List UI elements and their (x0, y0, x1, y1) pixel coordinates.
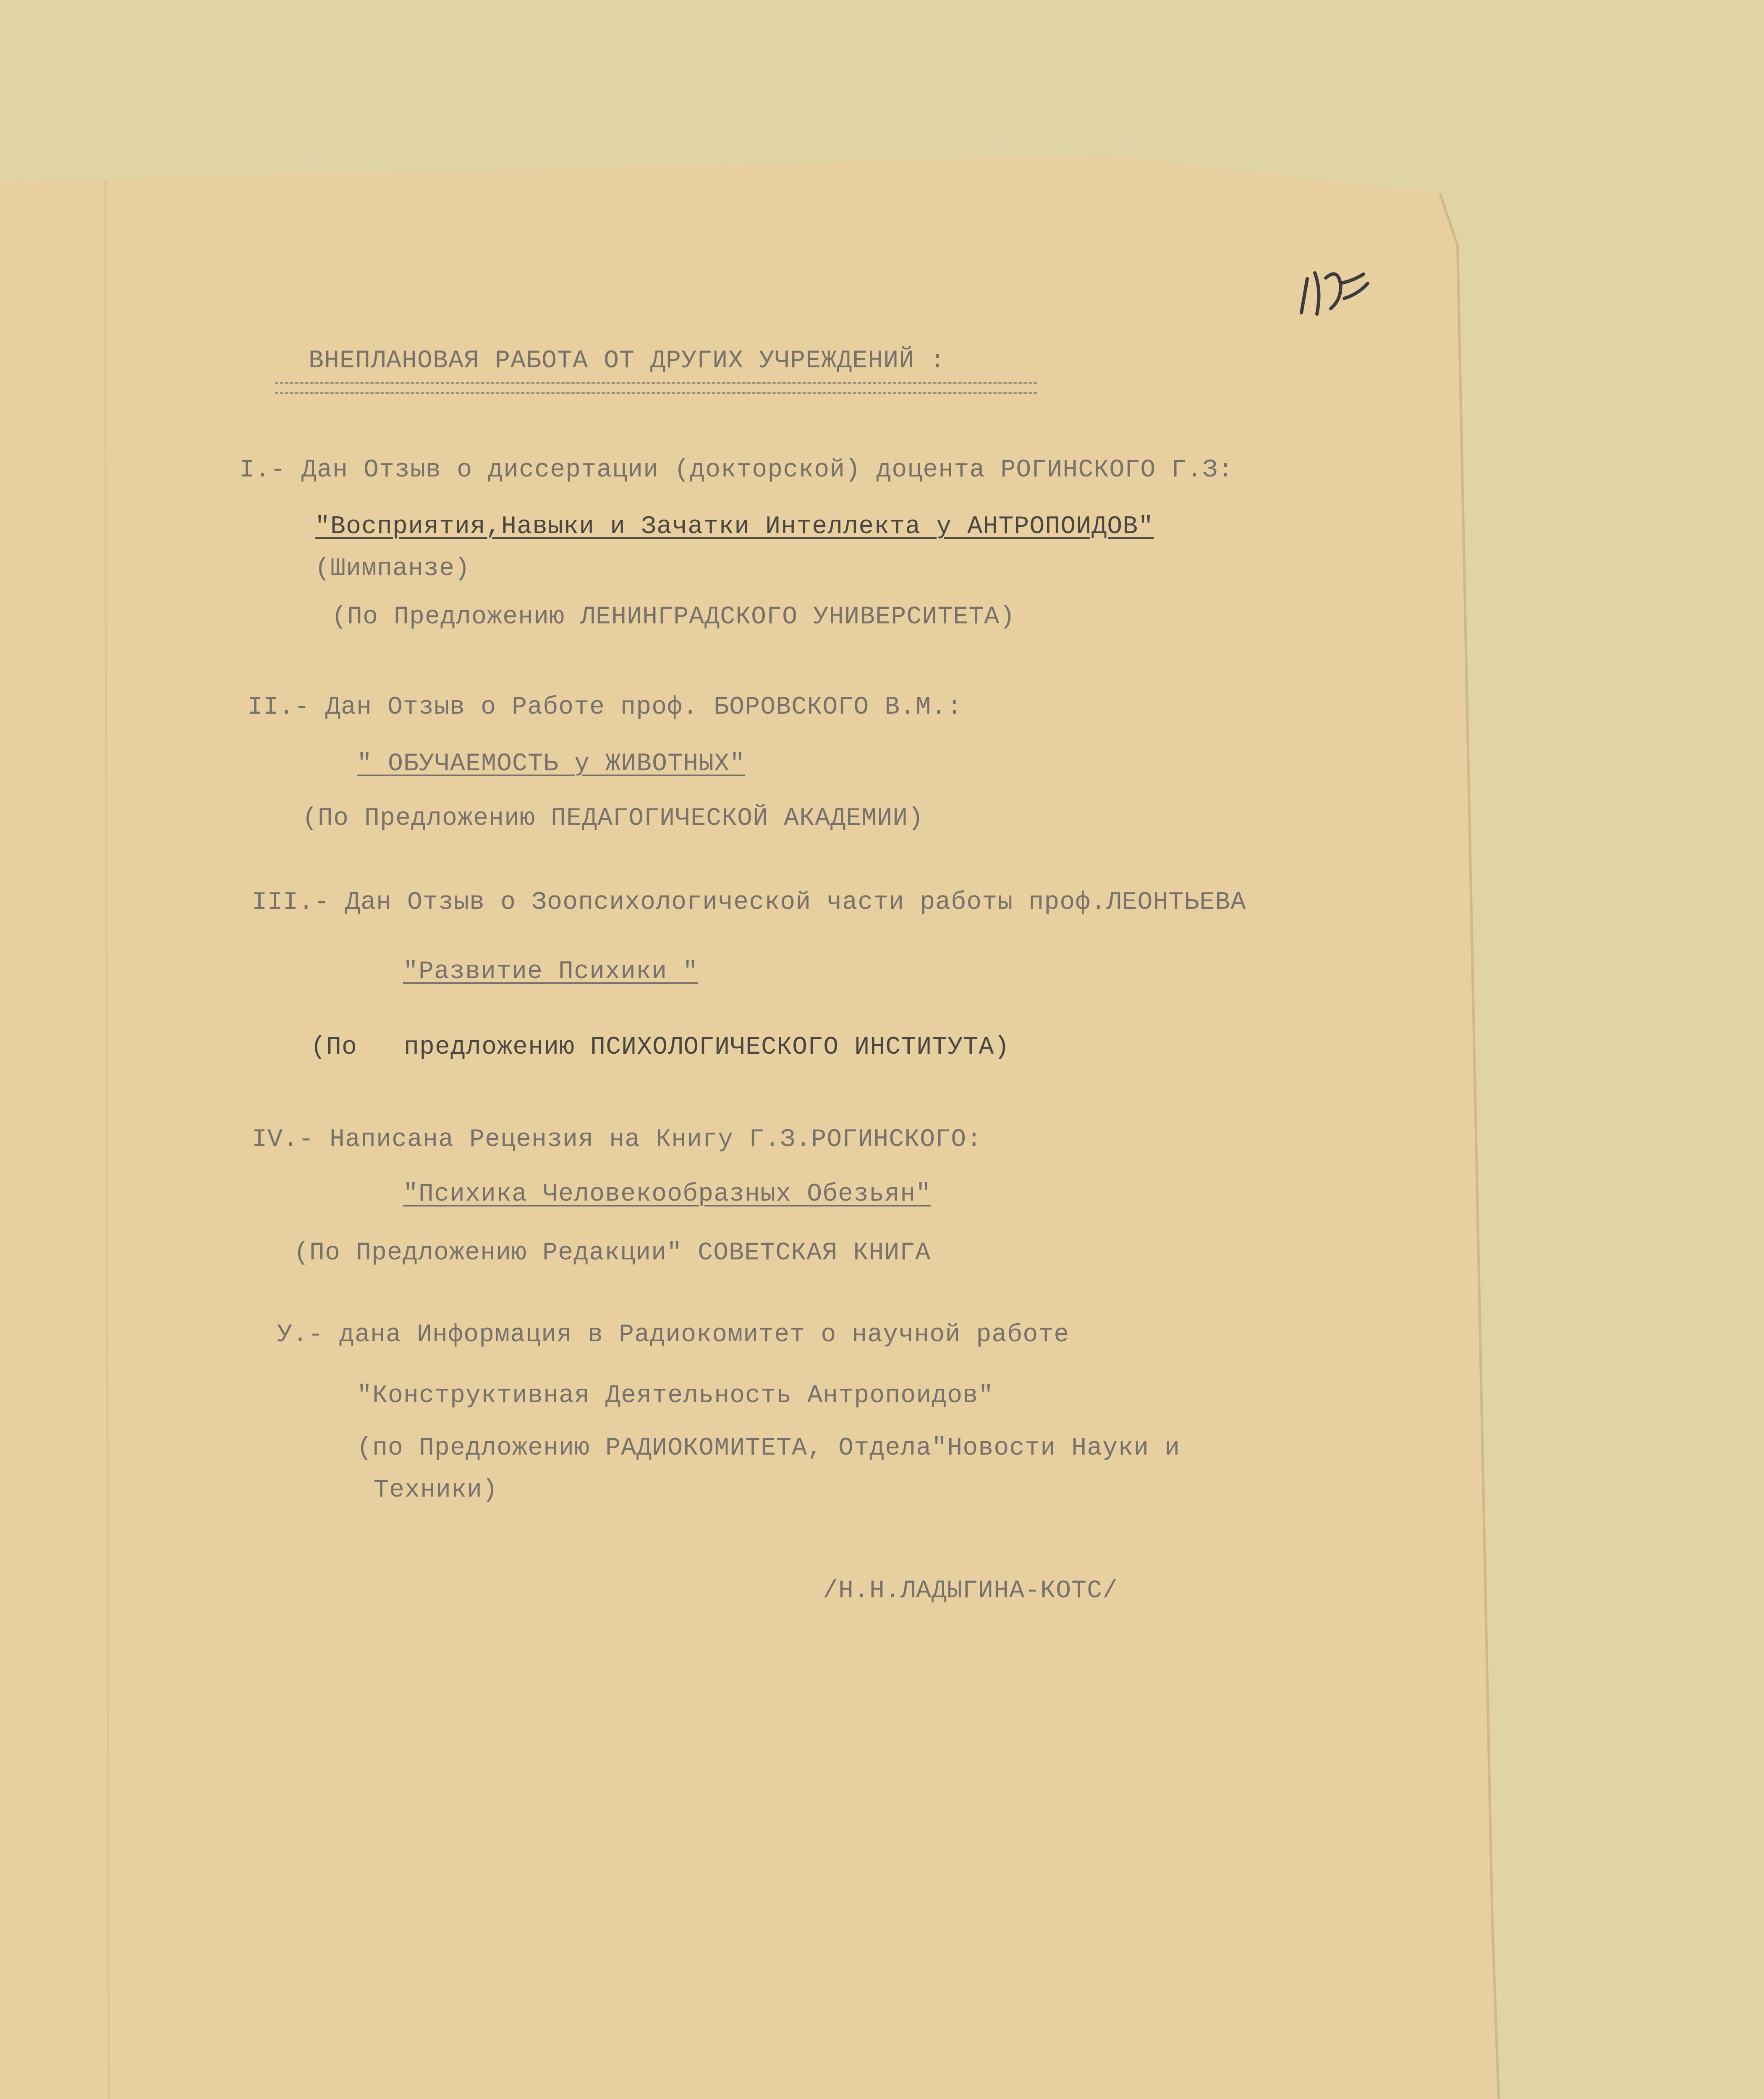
item-1-subject: "Восприятия,Навыки и Зачатки Интеллекта у АНТРОПОИДОВ" (315, 513, 1154, 541)
item-3-subject: "Развитие Психики " (403, 958, 699, 986)
item-4-line: IV.- Написана Рецензия на Книгу Г.З.РОГИНСКОГО: (252, 1125, 982, 1154)
item-2-line: II.- Дан Отзыв о Работе проф. БОРОВСКОГО В.М.: (248, 693, 963, 722)
item-2-request: (По Предложению ПЕДАГОГИЧЕСКОЙ АКАДЕМИИ) (302, 804, 924, 833)
title-double-underline (275, 382, 1037, 394)
signature: /Н.Н.ЛАДЫГИНА-КОТС/ (823, 1577, 1118, 1605)
item-5-line: У.- дана Информация в Радиокомитет о научной работе (277, 1321, 1070, 1349)
item-4-request: (По Предложению Редакции" СОВЕТСКАЯ КНИГА (294, 1239, 931, 1267)
item-4-subject: "Психика Человекообразных Обезьян" (403, 1180, 932, 1209)
handwritten-sheet-number (1297, 260, 1373, 323)
item-5-request: (по Предложению РАДИОКОМИТЕТА, Отдела"Новости Науки и (357, 1434, 1180, 1463)
item-5-request-continued: Техники) (374, 1476, 498, 1505)
item-3-line: III.- Дан Отзыв о Зоопсихологической части работы проф.ЛЕОНТЬЕВА (252, 888, 1246, 917)
item-1-line: I.- Дан Отзыв о диссертации (докторской) доцента РОГИНСКОГО Г.З: (239, 456, 1234, 484)
item-3-request: (По предложению ПСИХОЛОГИЧЕСКОГО ИНСТИТУТА) (311, 1033, 1010, 1062)
page-title: ВНЕПЛАНОВАЯ РАБОТА ОТ ДРУГИХ УЧРЕЖДЕНИЙ : (309, 347, 946, 375)
item-1-note: (Шимпанзе) (315, 555, 471, 583)
item-5-subject: "Конструктивная Деятельность Антропоидов" (357, 1382, 994, 1410)
item-1-request: (По Предложению ЛЕНИНГРАДСКОГО УНИВЕРСИТЕТА) (332, 603, 1015, 631)
item-2-subject: " ОБУЧАЕМОСТЬ у ЖИВОТНЫХ" (357, 750, 746, 778)
